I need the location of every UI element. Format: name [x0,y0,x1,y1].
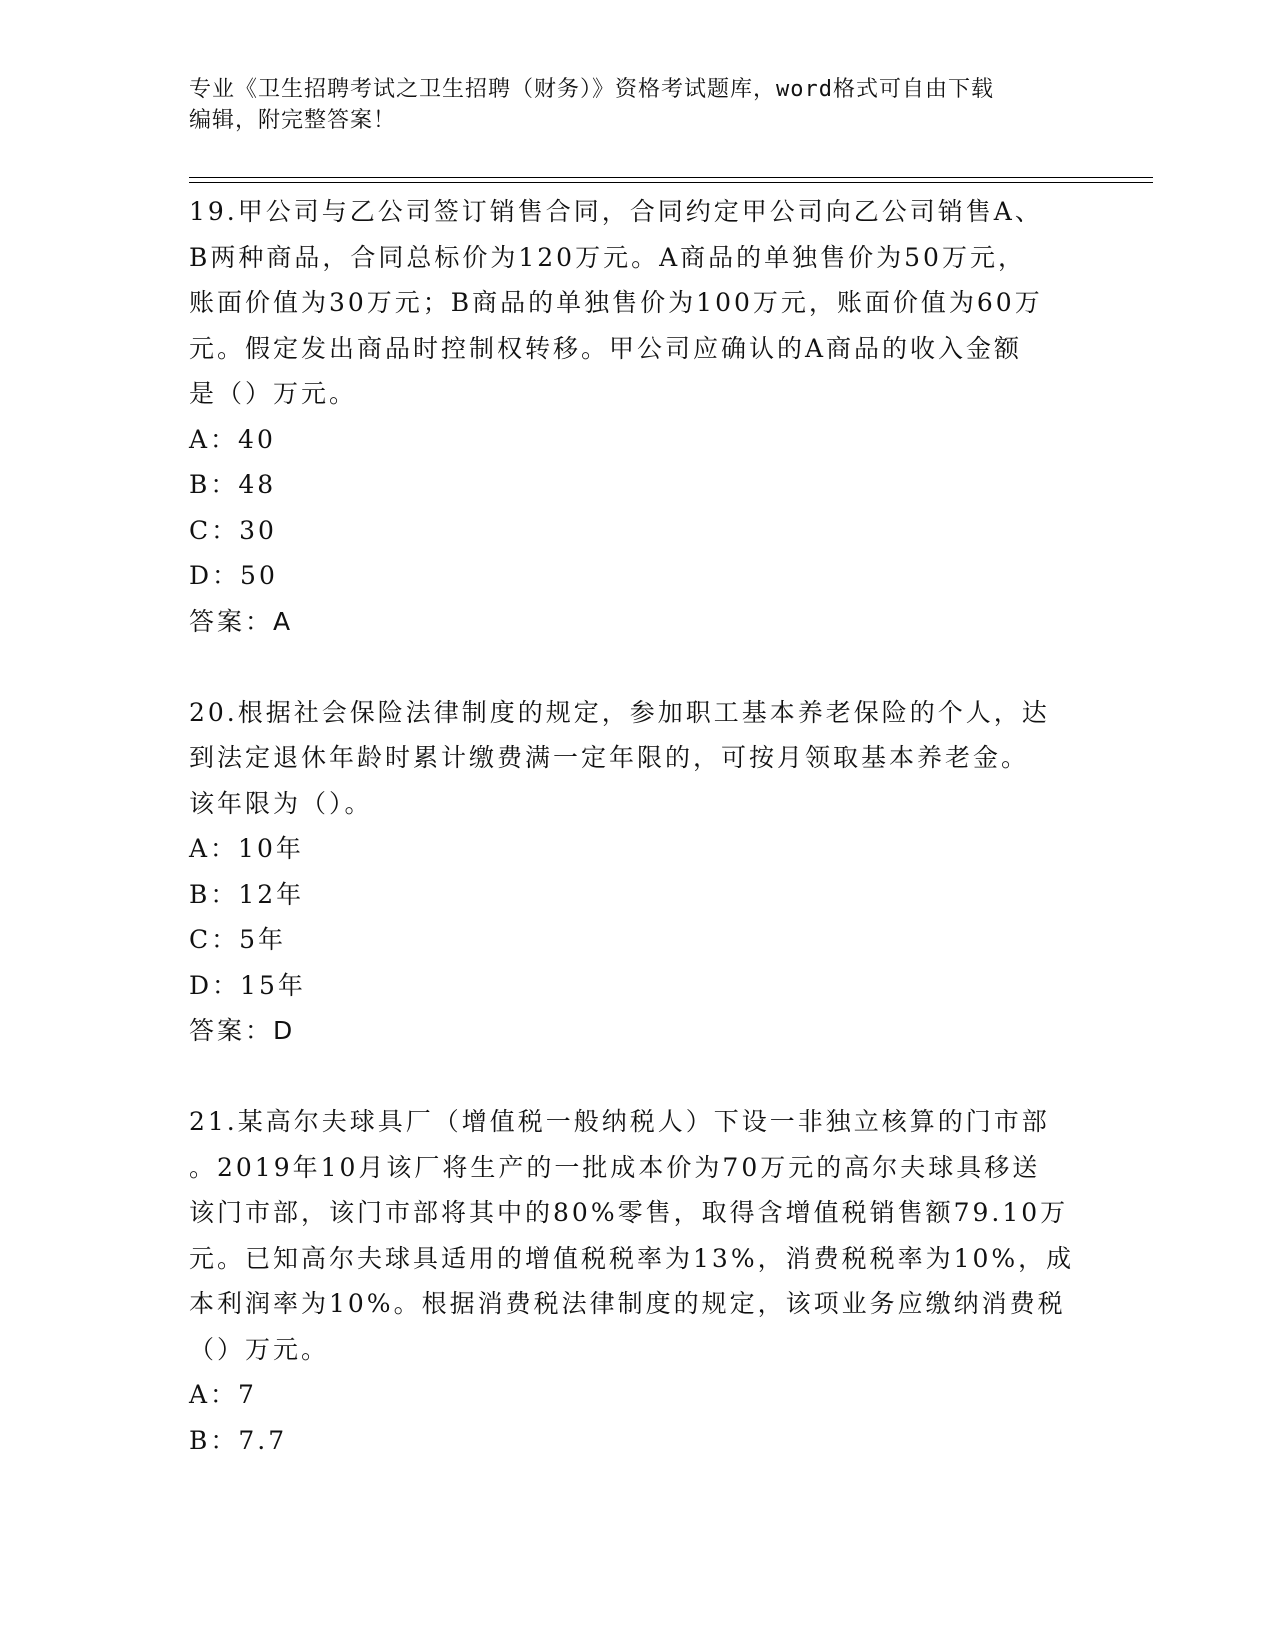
question-text-line: 本利润率为10%。根据消费税法律制度的规定，该项业务应缴纳消费税 [189,1289,1066,1318]
question-text-line: 是（）万元。 [189,379,358,408]
question-text-line: 20.根据社会保险法律制度的规定，参加职工基本养老保险的个人，达 [189,697,1050,727]
header-line: 专业《卫生招聘考试之卫生招聘（财务）》资格考试题库，word格式可自由下载 [189,77,994,102]
question-spacer [189,644,1089,690]
question-text-line: 19.甲公司与乙公司签订销售合同，合同约定甲公司向乙公司销售A、 [189,197,1043,226]
question-text-line: 21.某高尔夫球具厂（增值税一般纳税人）下设一非独立核算的门市部 [189,1107,1050,1136]
option-a: A：40 [189,424,276,454]
option-a: A：7 [189,1380,257,1409]
question-text-line: 元。已知高尔夫球具适用的增值税税率为13%，消费税税率为10%，成 [189,1243,1075,1273]
answer: 答案：D [189,1016,296,1045]
option-d: D：15年 [189,970,306,1000]
question-text-line: 元。假定发出商品时控制权转移。甲公司应确认的A商品的收入金额 [189,333,1023,363]
option-d: D：50 [189,561,278,590]
question-text-line: 账面价值为30万元；B商品的单独售价为100万元，账面价值为60万 [189,288,1043,317]
question-21 [189,1099,1089,1463]
option-b: B：7.7 [189,1425,288,1455]
question-text-line: 。2019年10月该厂将生产的一批成本价为70万元的高尔夫球具移送 [189,1152,1041,1182]
document-header [189,74,1089,136]
header-divider [189,182,1153,183]
option-c: C：5年 [189,925,287,954]
question-text-line: B两种商品，合同总标价为120万元。A商品的单独售价为50万元， [189,242,1026,272]
option-b: B：12年 [189,879,305,909]
question-text-line: 到法定退休年龄时累计缴费满一定年限的，可按月领取基本养老金。 [189,743,1030,772]
question-20 [189,690,1089,1054]
question-spacer [189,1054,1089,1100]
question-text-line: 该年限为（）。 [189,788,373,818]
option-a: A：10年 [189,834,304,863]
question-text-line: （）万元。 [189,1334,330,1364]
answer: 答案：A [189,606,294,636]
option-c: C：30 [189,515,277,545]
header-line: 编辑，附完整答案！ [189,108,397,133]
option-b: B：48 [189,470,277,499]
question-19 [189,189,1089,644]
question-list [189,189,1089,1463]
header-divider [189,177,1153,178]
question-text-line: 该门市部，该门市部将其中的80%零售，取得含增值税销售额79.10万 [189,1198,1069,1227]
